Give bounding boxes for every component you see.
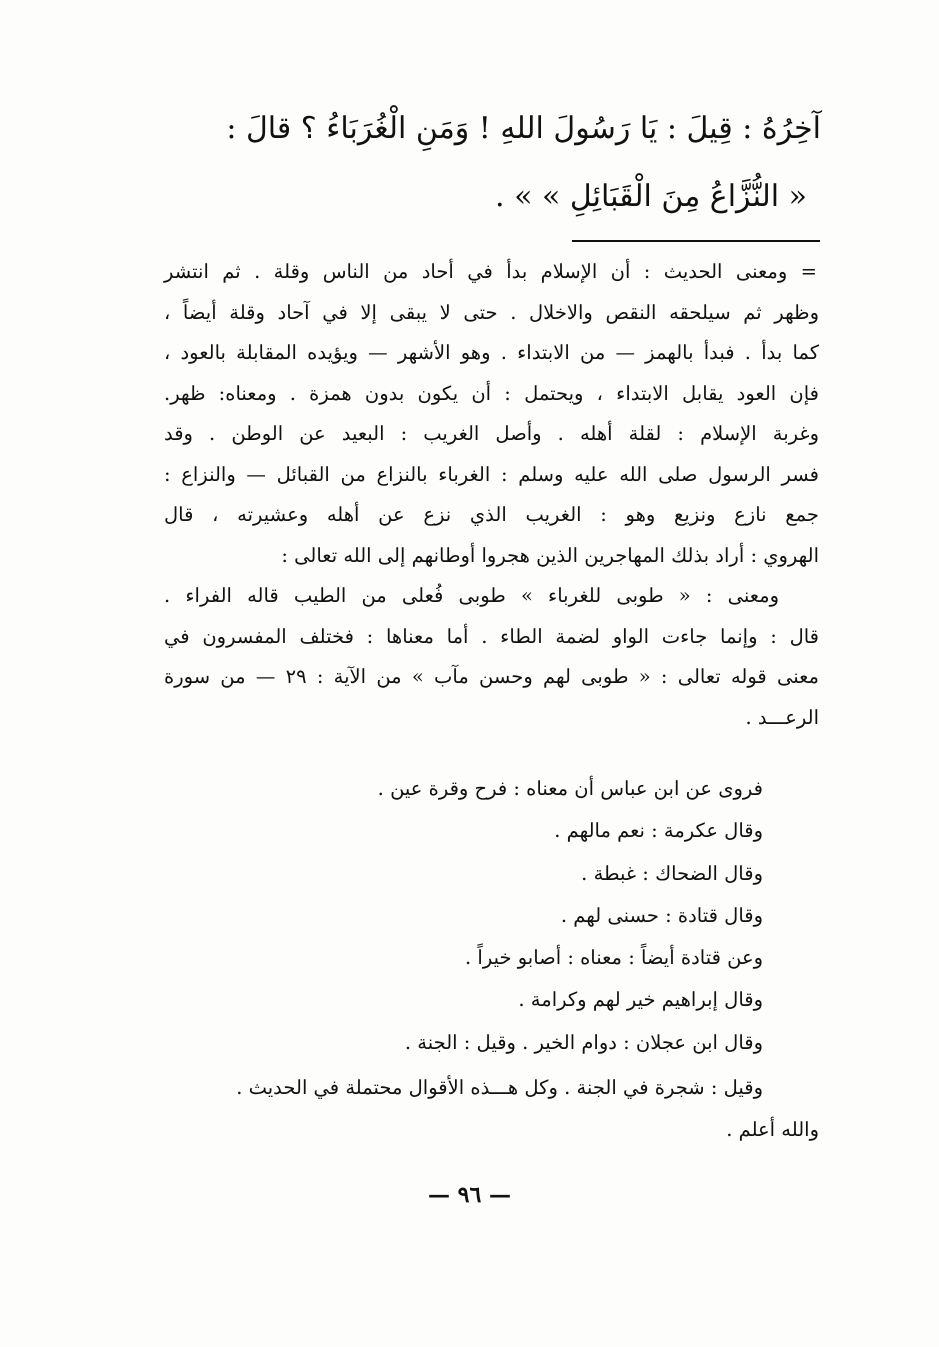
commentary-line: ومعنى : « طوبى للغرباء » طوبى فُعلى من الطيب قاله الفراء . bbox=[164, 584, 779, 607]
closing-line-1: وقيل : شجرة في الجنة . وكل هـــذه الأقوال محتملة في الحديث . bbox=[236, 1076, 763, 1099]
hadith-text bbox=[120, 95, 821, 231]
commentary-footnote bbox=[164, 252, 819, 738]
interpretation-item: وعن قتادة أيضاً : معناه : أصابو خيراً . bbox=[465, 946, 763, 970]
interpretation-item: وقال ابن عجلان : دوام الخير . وقيل : الجنة . bbox=[404, 1030, 763, 1054]
interpretation-item: وقال الضحاك : غبطة . bbox=[581, 861, 763, 885]
closing-text bbox=[140, 1067, 819, 1151]
closing-line-2: والله أعلم . bbox=[726, 1118, 819, 1141]
commentary-line: الرعـــد . bbox=[745, 705, 819, 729]
commentary-line: فسر الرسول صلى الله عليه وسلم : الغرباء بالنزاع من القبائل — والنزاع : bbox=[164, 462, 819, 486]
interpretation-item: وقال قتادة : حسنى لهم . bbox=[560, 903, 763, 927]
interpretation-item: وقال إبراهيم خير لهم وكرامة . bbox=[518, 988, 763, 1012]
interpretation-item: فروى عن ابن عباس أن معناه : فرح وقرة عين . bbox=[377, 777, 763, 800]
commentary-line: فإن العود يقابل الابتداء ، ويحتمل : أن يكون بدون همزة . ومعناه: ظهر. bbox=[164, 381, 819, 405]
page-number: — ٩٦ — bbox=[428, 1182, 511, 1208]
commentary-line: وغربة الإسلام : لقلة أهله . وأصل الغريب : البعيد عن الوطن . وقد bbox=[164, 422, 819, 445]
interpretation-item: وقال عكرمة : نعم مالهم . bbox=[554, 819, 763, 843]
footnote-separator bbox=[572, 240, 820, 242]
hadith-line-1: آخِرُهُ : قِيلَ : يَا رَسُولَ اللهِ ! وَمَنِ الْغُرَبَاءُ ؟ قالَ : bbox=[226, 111, 821, 146]
commentary-line: وظهر ثم سيلحقه النقص والاخلال . حتى لا يبقى إلا في آحاد وقلة أيضاً ، bbox=[164, 300, 819, 324]
commentary-line: معنى قوله تعالى : « طوبى لهم وحسن مآب » من الآية : ٢٩ — من سورة bbox=[164, 665, 819, 688]
commentary-line: قال : وإنما جاءت الواو لضمة الطاء . أما معناها : فختلف المفسرون في bbox=[164, 624, 819, 648]
commentary-line: كما بدأ . فبدأ بالهمز — من الابتداء . وهو الأشهر — ويؤيده المقابلة بالعود ، bbox=[164, 341, 819, 364]
commentary-line: جمع نازع ونزيع وهو : الغريب الذي نزع عن أهله وعشيرته ، قال bbox=[164, 503, 819, 526]
interpretations-list bbox=[150, 768, 763, 1064]
hadith-line-2: « النُّزَّاعُ مِنَ الْقَبَائِلِ » » . bbox=[495, 179, 807, 214]
commentary-line: = ومعنى الحديث : أن الإسلام بدأ في أحاد من الناس وقلة . ثم انتشر bbox=[164, 260, 817, 283]
commentary-line: الهروي : أراد بذلك المهاجرين الذين هجروا أوطانهم إلى الله تعالى : bbox=[281, 543, 819, 567]
